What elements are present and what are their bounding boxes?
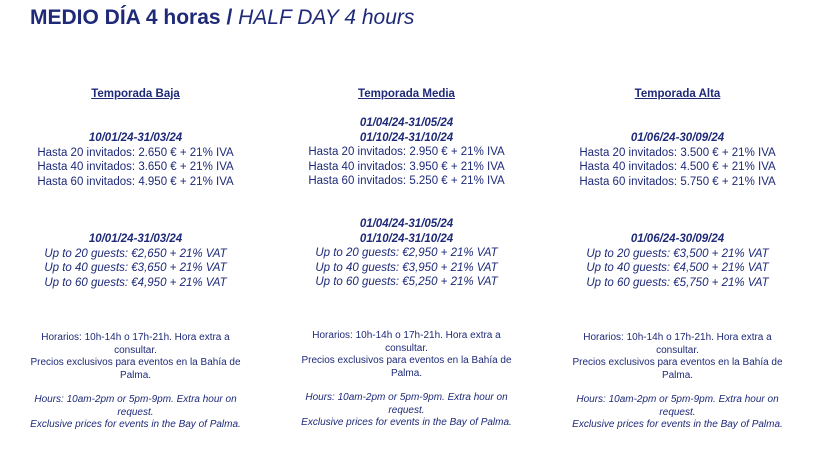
notes-block: [0, 332, 271, 432]
price-line: Hasta 40 invitados: 3.950 € + 21% IVA: [308, 160, 505, 173]
note-line: consultar.: [114, 344, 157, 356]
date-range: 01/10/24-31/10/24: [359, 131, 454, 144]
date-range: 01/10/24-31/10/24: [359, 232, 454, 245]
price-line: Hasta 60 invitados: 5.750 € + 21% IVA: [579, 175, 776, 188]
note-line: request.: [117, 406, 154, 418]
note-line: Horarios: 10h-14h o 17h-21h. Hora extra a: [41, 332, 230, 343]
note-line: consultar.: [385, 342, 428, 354]
price-line: Up to 40 guests: €3,950 + 21% VAT: [315, 261, 498, 274]
price-line: Hasta 20 invitados: 2.650 € + 21% IVA: [37, 146, 234, 159]
note-line: consultar.: [656, 344, 699, 356]
season-heading: Temporada Alta: [634, 88, 721, 100]
note-line: request.: [388, 404, 425, 416]
price-line: Hasta 60 invitados: 5.250 € + 21% IVA: [308, 175, 505, 187]
date-range: 01/04/24-31/05/24: [359, 218, 454, 230]
title-spanish: MEDIO DÍA 4 horas: [30, 6, 221, 29]
season-heading: Temporada Media: [358, 88, 455, 100]
date-range: 10/01/24-31/03/24: [88, 233, 183, 245]
english-price-block: [271, 217, 542, 290]
date-range: 01/06/24-30/09/24: [630, 132, 725, 144]
note-line: Horarios: 10h-14h o 17h-21h. Hora extra a: [312, 330, 501, 341]
note-line: Hours: 10am-2pm or 5pm-9pm. Extra hour on: [34, 394, 237, 405]
note-line: request.: [659, 406, 696, 418]
note-line: Palma.: [390, 367, 423, 379]
season-heading: Temporada Baja: [91, 88, 180, 100]
note-line: Exclusive prices for events in the Bay of Palma.: [572, 419, 783, 430]
title-separator: /: [226, 6, 233, 29]
price-line: Up to 60 guests: €5,250 + 21% VAT: [315, 276, 498, 288]
date-range: 01/06/24-30/09/24: [630, 233, 725, 245]
price-line: Up to 60 guests: €5,750 + 21% VAT: [586, 276, 769, 289]
price-line: Hasta 60 invitados: 4.950 € + 21% IVA: [37, 175, 234, 188]
note-line: Precios exclusivos para eventos en la Bahía de: [572, 357, 783, 368]
note-line: Palma.: [661, 369, 694, 381]
note-line: Exclusive prices for events in the Bay of Palma.: [301, 417, 512, 428]
price-line: Hasta 20 invitados: 3.500 € + 21% IVA: [579, 146, 776, 159]
note-line: Horarios: 10h-14h o 17h-21h. Hora extra a: [583, 332, 772, 343]
price-line: Up to 60 guests: €4,950 + 21% VAT: [44, 276, 227, 289]
notes-block: [542, 332, 813, 432]
price-line: Hasta 40 invitados: 3.650 € + 21% IVA: [37, 161, 234, 173]
price-line: Up to 40 guests: €3,650 + 21% VAT: [44, 262, 227, 274]
spanish-price-block: [542, 131, 813, 189]
title-english: HALF DAY 4 hours: [238, 6, 415, 29]
note-line: Exclusive prices for events in the Bay of Palma.: [30, 419, 241, 430]
note-line: Precios exclusivos para eventos en la Bahía de: [30, 357, 241, 368]
price-line: Hasta 40 invitados: 4.500 € + 21% IVA: [579, 161, 776, 173]
note-line: Hours: 10am-2pm or 5pm-9pm. Extra hour on: [576, 394, 779, 405]
price-line: Up to 20 guests: €2,650 + 21% VAT: [44, 247, 227, 260]
english-price-block: [542, 232, 813, 290]
date-range: 01/04/24-31/05/24: [359, 117, 454, 129]
price-line: Hasta 20 invitados: 2.950 € + 21% IVA: [308, 146, 505, 158]
page-title: [30, 6, 414, 30]
spanish-price-block: [271, 116, 542, 189]
note-line: Palma.: [119, 369, 152, 381]
english-price-block: [0, 232, 271, 290]
notes-block: [271, 330, 542, 430]
price-line: Up to 20 guests: €3,500 + 21% VAT: [586, 247, 769, 260]
price-line: Up to 20 guests: €2,950 + 21% VAT: [315, 247, 498, 259]
note-line: Precios exclusivos para eventos en la Bahía de: [301, 355, 512, 366]
note-line: Hours: 10am-2pm or 5pm-9pm. Extra hour on: [305, 392, 508, 403]
spanish-price-block: [0, 131, 271, 189]
price-line: Up to 40 guests: €4,500 + 21% VAT: [586, 262, 769, 274]
date-range: 10/01/24-31/03/24: [88, 132, 183, 144]
